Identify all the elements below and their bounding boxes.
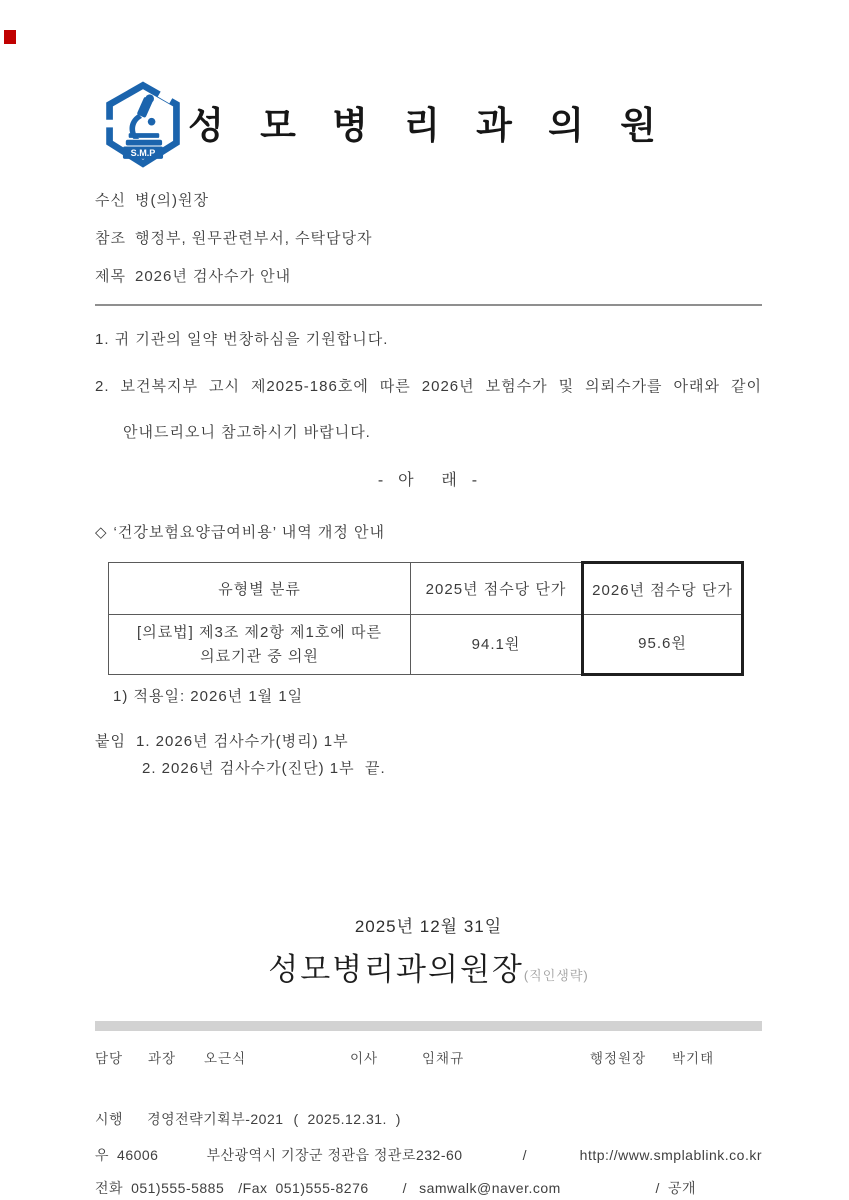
- col-2025-header: 2025년 점수당 단가: [411, 563, 583, 615]
- cc-value: 행정부, 원무관련부서, 수탁담당자: [134, 230, 373, 247]
- table-header-row: [109, 563, 743, 615]
- paragraph-2-line-2: 안내드리오니 참고하시기 바랍니다.: [123, 424, 371, 441]
- diamond-icon: ◇: [95, 524, 108, 541]
- category-cell: [109, 615, 411, 675]
- approval-label: 담당: [95, 1051, 124, 1066]
- disclosure-slash: /: [655, 1180, 660, 1196]
- signer-name: 성모병리과의원장: [268, 952, 524, 987]
- attachments: [95, 731, 762, 779]
- phone-number: 051)555-5885: [131, 1180, 225, 1196]
- approver-name-1: 오근식: [204, 1051, 247, 1066]
- paragraph-1: 1. 귀 기관의 일약 번창하심을 기원합니다.: [95, 331, 389, 348]
- approver-title-1: 과장: [148, 1051, 177, 1066]
- address-slash: /: [522, 1147, 527, 1163]
- rate-2025-cell: 94.1원: [411, 615, 583, 675]
- notice-title: [95, 521, 762, 542]
- phone-label: 전화: [95, 1180, 124, 1196]
- address-line: [95, 1145, 762, 1165]
- signature-date: 2025년 12월 31일: [354, 917, 503, 936]
- approver-title-3: 행정원장: [590, 1051, 647, 1066]
- email-address: samwalk@naver.com: [419, 1180, 561, 1196]
- footer-divider-bar: [95, 1021, 762, 1031]
- attachment-line-2: 2. 2026년 검사수가(진단) 1부 끝.: [142, 760, 386, 777]
- below-marker: - 아 래 -: [377, 472, 480, 489]
- rate-2026-cell: 95.6원: [583, 615, 743, 675]
- fax-number: 051)555-8276: [275, 1180, 369, 1196]
- recipient-line: [95, 190, 762, 211]
- address-text: 부산광역시 기장군 정관읍 정관로232-60: [206, 1147, 463, 1163]
- subject-value: 2026년 검사수가 안내: [134, 268, 292, 285]
- footer-contact: [95, 1109, 762, 1198]
- attachment-label: 붙임: [95, 733, 126, 750]
- signature-row: [95, 944, 762, 989]
- attachment-line-1: [95, 731, 762, 752]
- issue-value: 경영전략기획부-2021: [147, 1111, 284, 1127]
- approval-line: [95, 1047, 762, 1067]
- header-divider: [95, 304, 762, 306]
- paragraph-2-line-1: 2. 보건복지부 고시 제2025-186호에 따른 2026년 보험수가 및 의뢰수가를 아래와 같이: [95, 378, 762, 395]
- clinic-title: 성 모 병 리 과 의 원: [188, 105, 669, 146]
- category-line-1: [의료법] 제3조 제2항 제1호에 따른: [137, 623, 382, 641]
- issue-date: ( 2025.12.31. ): [293, 1111, 401, 1127]
- notice-title-text: ‘건강보험요양급여비용’ 내역 개정 안내: [113, 524, 385, 541]
- document-body: [95, 329, 762, 779]
- subject-line: [95, 266, 762, 287]
- cc-label: 참조: [95, 230, 126, 247]
- subject-label: 제목: [95, 268, 126, 285]
- attachment-item-1: 1. 2026년 검사수가(병리) 1부: [135, 733, 349, 750]
- approver-title-2: 이사: [350, 1051, 379, 1066]
- fax-label: /Fax: [238, 1180, 268, 1196]
- website-url: http://www.smplablink.co.kr: [579, 1147, 762, 1163]
- cc-line: [95, 228, 762, 249]
- issue-line: [95, 1109, 762, 1129]
- letterhead: [95, 78, 762, 174]
- issue-label: 시행: [95, 1111, 124, 1127]
- rate-table: [108, 561, 744, 676]
- col-2026-header: 2026년 점수당 단가: [583, 563, 743, 615]
- approver-name-2: 임채규: [422, 1051, 465, 1066]
- logo-text: S.M.P: [130, 148, 156, 159]
- phone-line: [95, 1178, 762, 1198]
- table-row: [109, 615, 743, 675]
- col-category-header: 유형별 분류: [109, 563, 411, 615]
- seal-omitted-note: (직인생략): [523, 968, 589, 983]
- disclosure-label: 공개: [667, 1180, 696, 1196]
- document-meta: [95, 190, 762, 306]
- effective-date-note: 1) 적용일: 2026년 1월 1일: [113, 688, 304, 705]
- category-line-2: 의료기관 중 의원: [200, 647, 319, 665]
- zip-label: 우: [95, 1147, 110, 1163]
- recipient-label: 수신: [95, 192, 126, 209]
- recipient-value: 병(의)원장: [134, 192, 209, 209]
- approver-name-3: 박기태: [672, 1051, 715, 1066]
- clinic-logo-icon: [100, 78, 186, 172]
- email-slash: /: [402, 1180, 408, 1196]
- red-marker: [4, 30, 16, 44]
- zip-code: 46006: [117, 1147, 159, 1163]
